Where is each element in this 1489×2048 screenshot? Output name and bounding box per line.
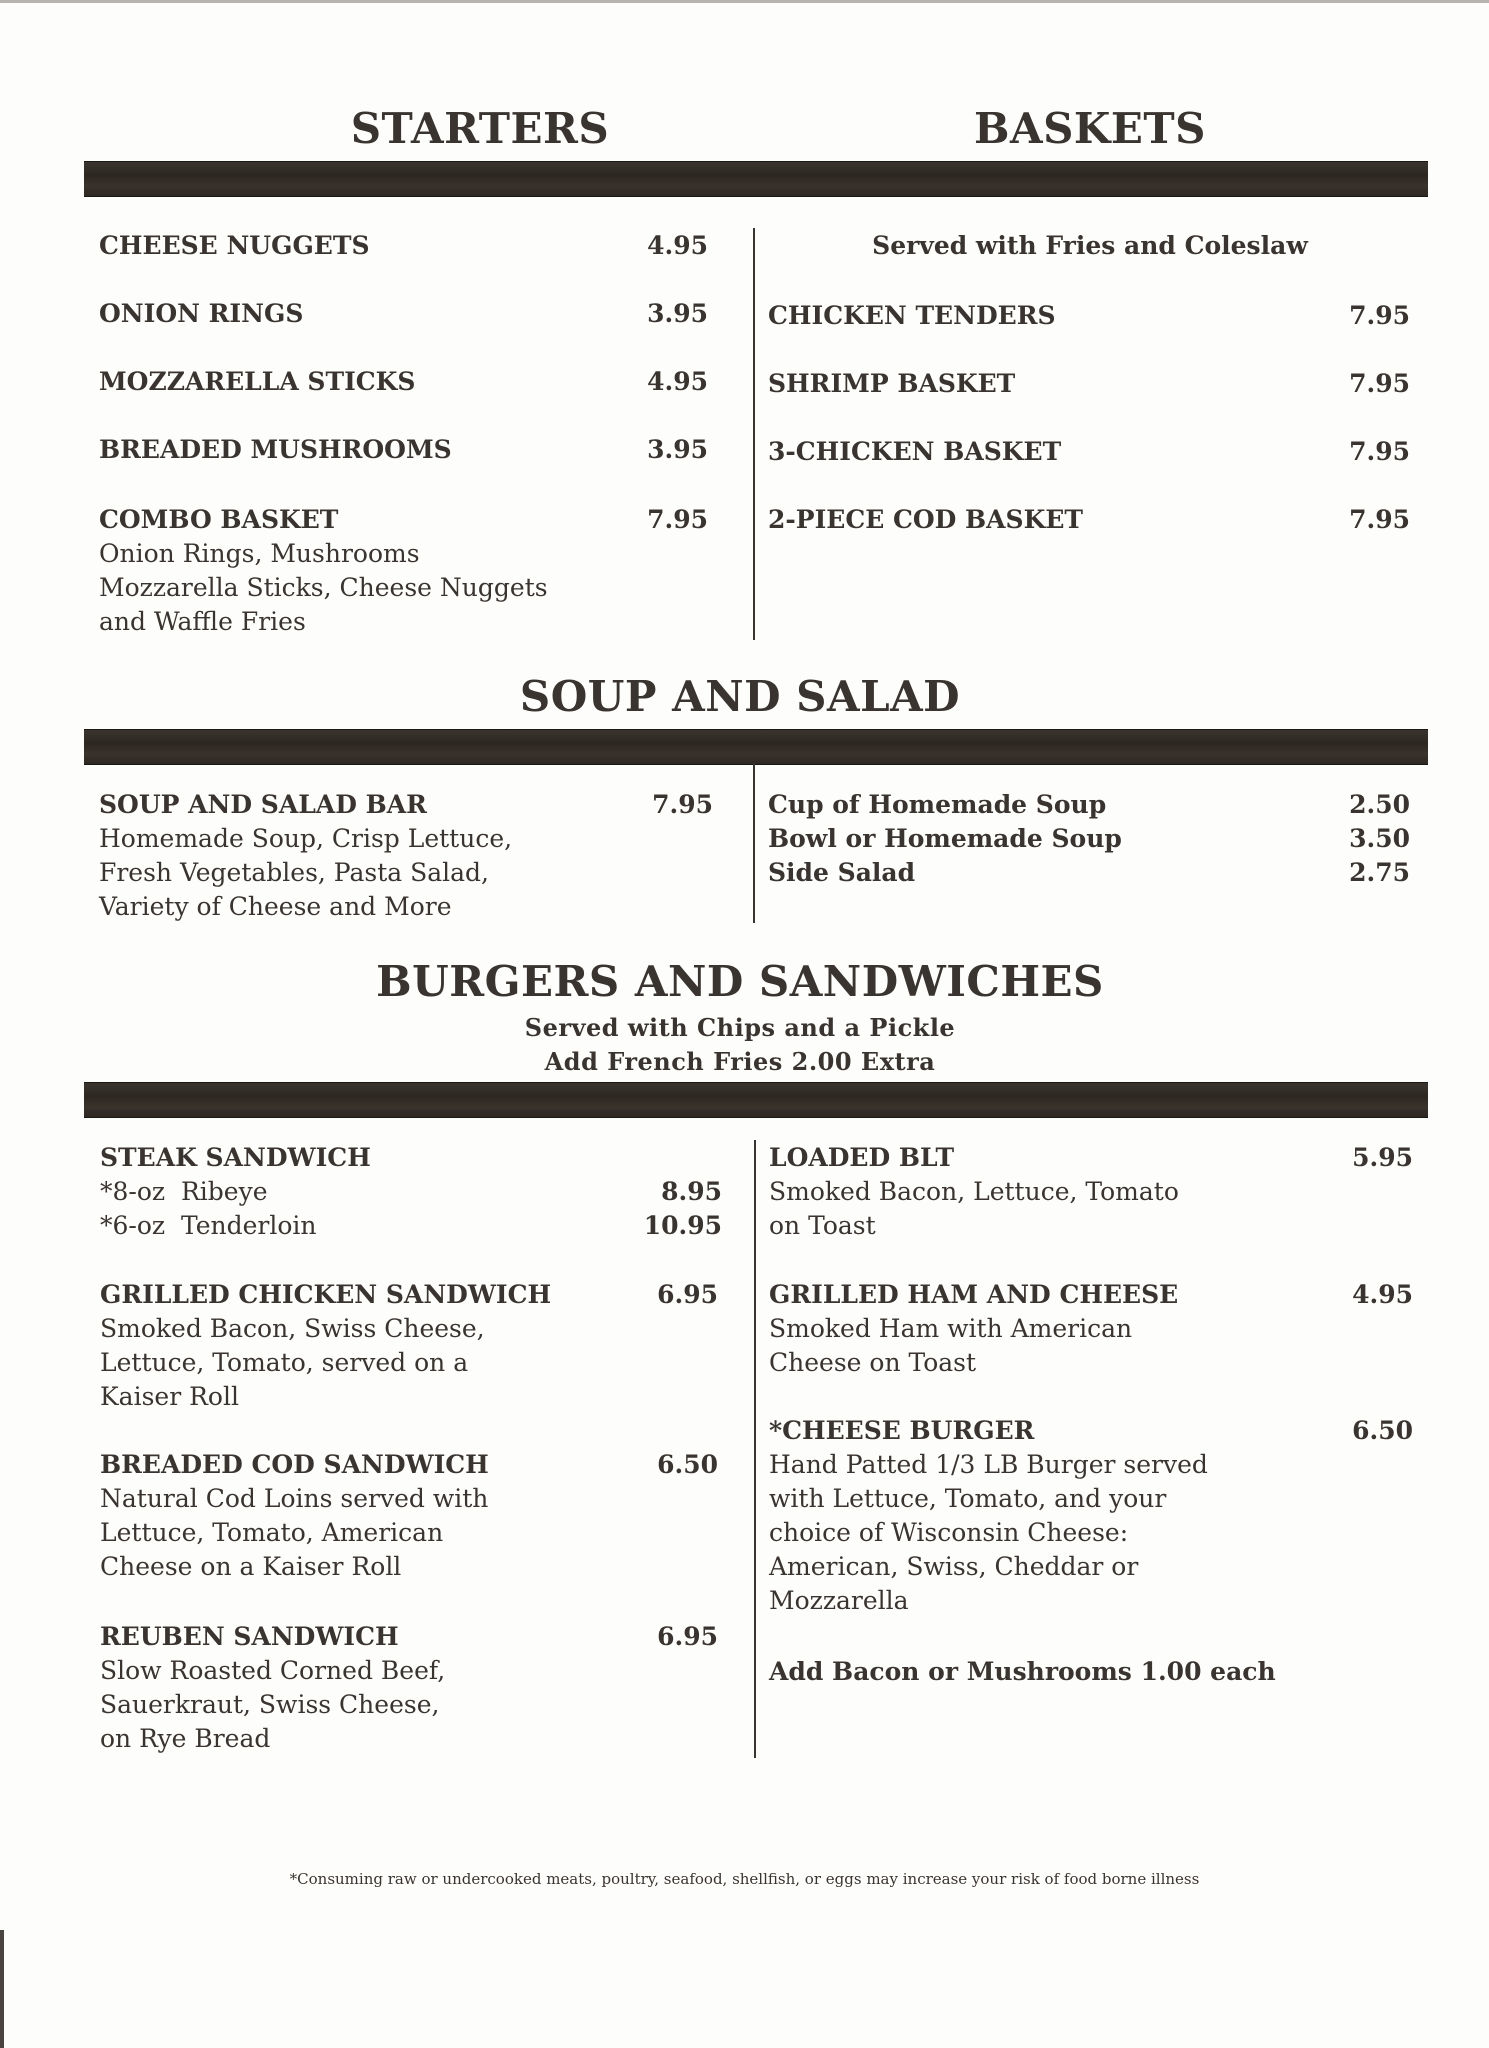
- item-option: *8-oz Ribeye: [100, 1177, 268, 1206]
- item-price: 3.95: [647, 435, 708, 464]
- item-description: Smoked Ham with American: [769, 1314, 1133, 1343]
- item-name: GRILLED CHICKEN SANDWICH: [100, 1280, 552, 1309]
- menu-item: [769, 1278, 1178, 1380]
- item-name: BREADED COD SANDWICH: [100, 1450, 489, 1479]
- column-divider: [753, 228, 755, 640]
- menu-item: [768, 435, 1061, 469]
- item-price: 2.75: [1349, 858, 1410, 887]
- item-name: 2-PIECE COD BASKET: [768, 505, 1084, 534]
- column-divider: [754, 1140, 756, 1758]
- item-name: COMBO BASKET: [99, 505, 339, 534]
- item-name: Cup of Homemade Soup: [768, 790, 1107, 819]
- item-price: 2.50: [1349, 790, 1410, 819]
- item-name: REUBEN SANDWICH: [100, 1622, 399, 1651]
- item-price: 6.95: [657, 1280, 718, 1309]
- burgers-subtitle: Add French Fries 2.00 Extra: [544, 1047, 936, 1076]
- burgers-heading: BURGERS AND SANDWICHES: [376, 957, 1104, 1006]
- item-description: American, Swiss, Cheddar or: [769, 1552, 1139, 1581]
- item-name: BREADED MUSHROOMS: [99, 435, 452, 464]
- menu-item: [769, 1414, 1208, 1618]
- item-description: Cheese on a Kaiser Roll: [100, 1552, 402, 1581]
- item-price: 3.50: [1349, 824, 1410, 853]
- item-name: MOZZARELLA STICKS: [99, 367, 416, 396]
- scan-mark: [0, 1930, 4, 2048]
- item-price: 7.95: [1349, 437, 1410, 466]
- item-name: Side Salad: [768, 858, 916, 887]
- menu-item: [100, 1620, 445, 1756]
- section-divider-bar: [84, 1082, 1428, 1118]
- item-price: 7.95: [652, 790, 713, 819]
- item-option: *6-oz Tenderloin: [100, 1211, 317, 1240]
- item-description: Hand Patted 1/3 LB Burger served: [769, 1450, 1208, 1479]
- item-name: STEAK SANDWICH: [100, 1143, 371, 1172]
- item-price: 6.50: [657, 1450, 718, 1479]
- column-divider: [753, 763, 755, 923]
- item-description: on Toast: [769, 1211, 876, 1240]
- menu-item: [768, 367, 1015, 401]
- menu-item: [99, 788, 512, 924]
- item-price: 10.95: [643, 1211, 722, 1240]
- item-price: 4.95: [1352, 1280, 1413, 1309]
- item-description: Lettuce, Tomato, served on a: [100, 1348, 469, 1377]
- item-name: ONION RINGS: [99, 299, 304, 328]
- item-price: 6.95: [657, 1622, 718, 1651]
- menu-item: [99, 503, 548, 639]
- item-name: GRILLED HAM AND CHEESE: [769, 1280, 1179, 1309]
- menu-item: [99, 229, 370, 263]
- item-name: 3-CHICKEN BASKET: [768, 437, 1062, 466]
- item-name: *CHEESE BURGER: [769, 1416, 1035, 1445]
- menu-item: [99, 365, 415, 399]
- menu-item: [769, 1141, 1179, 1243]
- item-name: CHICKEN TENDERS: [768, 301, 1056, 330]
- menu-item: [99, 297, 303, 331]
- item-description: Cheese on Toast: [769, 1348, 977, 1377]
- item-description: and Waffle Fries: [99, 607, 306, 636]
- burgers-subtitle: Served with Chips and a Pickle: [524, 1013, 956, 1042]
- item-description: Natural Cod Loins served with: [100, 1484, 489, 1513]
- section-divider-bar: [84, 729, 1428, 765]
- baskets-heading: BASKETS: [973, 104, 1207, 153]
- item-price: 7.95: [1349, 505, 1410, 534]
- item-description: with Lettuce, Tomato, and your: [769, 1484, 1167, 1513]
- item-price: 3.95: [647, 299, 708, 328]
- menu-item: [100, 1141, 371, 1243]
- item-description: Lettuce, Tomato, American: [100, 1518, 444, 1547]
- item-description: choice of Wisconsin Cheese:: [769, 1518, 1129, 1547]
- item-name: SOUP AND SALAD BAR: [99, 790, 427, 819]
- item-description: Sauerkraut, Swiss Cheese,: [100, 1690, 440, 1719]
- addon-text: Add Bacon or Mushrooms 1.00 each: [769, 1657, 1276, 1686]
- item-description: Homemade Soup, Crisp Lettuce,: [99, 824, 513, 853]
- item-description: Smoked Bacon, Swiss Cheese,: [100, 1314, 485, 1343]
- item-description: Mozzarella: [769, 1586, 909, 1615]
- item-description: Smoked Bacon, Lettuce, Tomato: [769, 1177, 1179, 1206]
- section-divider-bar: [84, 161, 1428, 197]
- item-name: Bowl or Homemade Soup: [768, 824, 1122, 853]
- item-name: LOADED BLT: [769, 1143, 955, 1172]
- menu-item: [768, 822, 1122, 856]
- item-description: Kaiser Roll: [100, 1382, 239, 1411]
- menu-item: [768, 299, 1056, 333]
- item-price: 8.95: [661, 1177, 722, 1206]
- item-description: Variety of Cheese and More: [99, 892, 452, 921]
- item-description: Onion Rings, Mushrooms: [99, 539, 420, 568]
- item-price: 7.95: [1349, 301, 1410, 330]
- item-price: 6.50: [1352, 1416, 1413, 1445]
- item-description: Fresh Vegetables, Pasta Salad,: [99, 858, 490, 887]
- menu-item: [100, 1448, 489, 1584]
- item-price: 4.95: [647, 231, 708, 260]
- baskets-note: Served with Fries and Coleslaw: [872, 231, 1308, 260]
- starters-heading: STARTERS: [350, 104, 610, 153]
- item-price: 7.95: [647, 505, 708, 534]
- menu-item: [768, 788, 1106, 822]
- item-price: 4.95: [647, 367, 708, 396]
- menu-item: [768, 856, 915, 890]
- health-disclaimer: *Consuming raw or undercooked meats, poultry, seafood, shellfish, or eggs may increase your risk of food borne illness: [289, 1870, 1200, 1888]
- item-description: Slow Roasted Corned Beef,: [100, 1656, 446, 1685]
- top-rule: [0, 0, 1489, 3]
- menu-item: [99, 433, 452, 467]
- menu-item: [768, 503, 1083, 537]
- item-name: CHEESE NUGGETS: [99, 231, 370, 260]
- item-price: 5.95: [1352, 1143, 1413, 1172]
- item-name: SHRIMP BASKET: [768, 369, 1016, 398]
- item-description: on Rye Bread: [100, 1724, 271, 1753]
- menu-item: [100, 1278, 551, 1414]
- item-price: 7.95: [1349, 369, 1410, 398]
- item-description: Mozzarella Sticks, Cheese Nuggets: [99, 573, 548, 602]
- soup-salad-heading: SOUP AND SALAD: [519, 672, 961, 721]
- addon-note: [769, 1655, 1276, 1689]
